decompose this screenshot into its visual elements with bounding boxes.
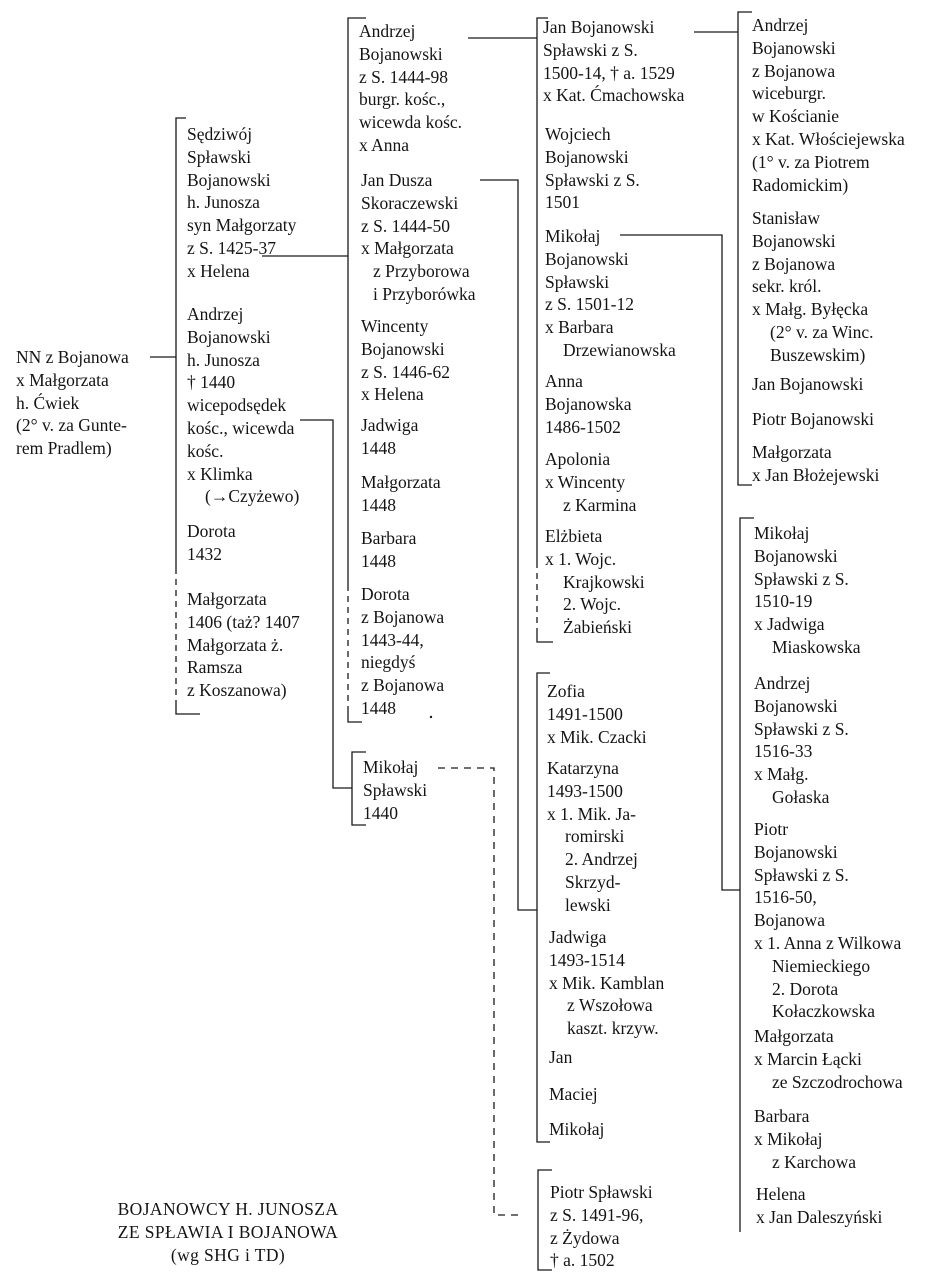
bracket-gen5-top <box>738 12 752 485</box>
caption-source: (wg SHG i TD) <box>170 1244 286 1265</box>
person-malgorzata-1448: Małgorzata 1448 <box>361 472 441 515</box>
person-jan-bojanowski: Jan Bojanowski <box>752 374 864 394</box>
person-anna: Anna Bojanowska 1486-1502 <box>545 371 632 437</box>
person-malgorzata-1406: Małgorzata 1406 (taż? 1407 Małgorzata ż. Ramsza z Koszanowa) <box>187 589 300 701</box>
bracket-gen2 <box>176 118 186 568</box>
person-nn-z-bojanowa: NN z Bojanowa x Małgorzata h. Ćwiek (2° v. za Gunte- rem Pradlem) <box>16 347 129 459</box>
person-sedziwoj: Sędziwój Spławski Bojanowski h. Junosza syn Małgorzaty z S. 1425-37 x Helena <box>187 124 297 281</box>
person-andrzej-1440: Andrzej Bojanowski h. Junosza † 1440 wicepodsędek kośc., wicewda kośc. x Klimka (→Czyżewo) <box>187 304 300 507</box>
person-malgorzata-lacki: Małgorzata x Marcin Łącki ze Szczodrochowa <box>754 1026 903 1092</box>
person-wincenty: Wincenty Bojanowski z S. 1446-62 x Helena <box>361 316 450 405</box>
person-stanislaw: Stanisław Bojanowski z Bojanowa sekr. król. x Małg. Byłęcka (2° v. za Winc. Buszewskim) <box>752 208 874 365</box>
person-malgorzata-blozejewski: Małgorzata x Jan Błożejewski <box>752 442 880 485</box>
person-jan-dusza: Jan Dusza Skoraczewski z S. 1444-50 x Małgorzata z Przyborowa i Przyborówka <box>361 170 476 304</box>
person-jadwiga-1493: Jadwiga 1493-1514 x Mik. Kamblan z Wszołowa kaszt. krzyw. <box>549 927 665 1039</box>
caption-title-line-2: ZE SPŁAWIA I BOJANOWA <box>117 1221 339 1242</box>
person-andrzej-wiceburgr: Andrzej Bojanowski z Bojanowa wiceburgr. w Kościanie x Kat. Włościejewska (1° v. za Piotrem Radomickim) <box>752 15 905 195</box>
person-katarzyna: Katarzyna 1493-1500 x 1. Mik. Ja- romirski 2. Andrzej Skrzyd- lewski <box>547 758 638 915</box>
person-andrzej-1516: Andrzej Bojanowski Spławski z S. 1516-33 x Małg. Gołaska <box>754 673 849 807</box>
person-maciej: Maciej <box>549 1084 598 1104</box>
person-mikolaj-1510: Mikołaj Bojanowski Spławski z S. 1510-19 x Jadwiga Miaskowska <box>754 523 861 657</box>
person-mikolaj-1501: Mikołaj Bojanowski Spławski z S. 1501-12 x Barbara Drzewianowska <box>545 226 676 360</box>
person-piotr-bojanowski: Piotr Bojanowski <box>752 409 875 429</box>
person-mikolaj-1440: Mikołaj Spławski 1440 <box>363 757 428 823</box>
person-jan: Jan <box>549 1047 573 1067</box>
person-andrzej-1444: Andrzej Bojanowski z S. 1444-98 burgr. kośc., wicewda kośc. x Anna <box>359 21 463 155</box>
person-piotr-splawski: Piotr Spławski z S. 1491-96, z Żydowa † a. 1502 <box>550 1182 653 1271</box>
dashed-mikolaj-piotr <box>438 768 522 1215</box>
person-barbara-karchowa: Barbara x Mikołaj z Karchowa <box>754 1106 857 1172</box>
person-zofia: Zofia 1491-1500 x Mik. Czacki <box>547 681 647 747</box>
person-wojciech: Wojciech Bojanowski Spławski z S. 1501 <box>545 124 640 213</box>
person-dorota-1432: Dorota 1432 <box>187 521 236 564</box>
caption-title-line-1: BOJANOWCY H. JUNOSZA <box>117 1199 339 1219</box>
connector-jan-dusza <box>480 180 537 910</box>
person-mikolaj: Mikołaj <box>549 1119 605 1139</box>
person-barbara-1448: Barbara 1448 <box>361 528 417 571</box>
person-jadwiga-1448: Jadwiga 1448 <box>361 415 419 458</box>
connector-andrzej-1440 <box>300 420 352 788</box>
person-apolonia: Apolonia x Wincenty z Karmina <box>545 449 637 515</box>
person-elzbieta: Elżbieta x 1. Wojc. Krajkowski 2. Wojc. Żabieński <box>545 526 645 638</box>
diagram-caption <box>58 1198 398 1266</box>
bracket-gen5-bottom <box>740 518 754 1232</box>
person-helena: Helena x Jan Daleszyński <box>756 1184 883 1227</box>
person-dorota-1443: Dorota z Bojanowa 1443-44, niegdyś z Bojanowa 1448 <box>361 584 445 718</box>
person-jan-1500: Jan Bojanowski Spławski z S. 1500-14, † a. 1529 x Kat. Ćmachowska <box>543 17 685 106</box>
person-piotr-1516: Piotr Bojanowski Spławski z S. 1516-50, Bojanowa x 1. Anna z Wilkowa Niemieckiego 2. Dorota Kołaczkowska <box>754 819 902 1022</box>
